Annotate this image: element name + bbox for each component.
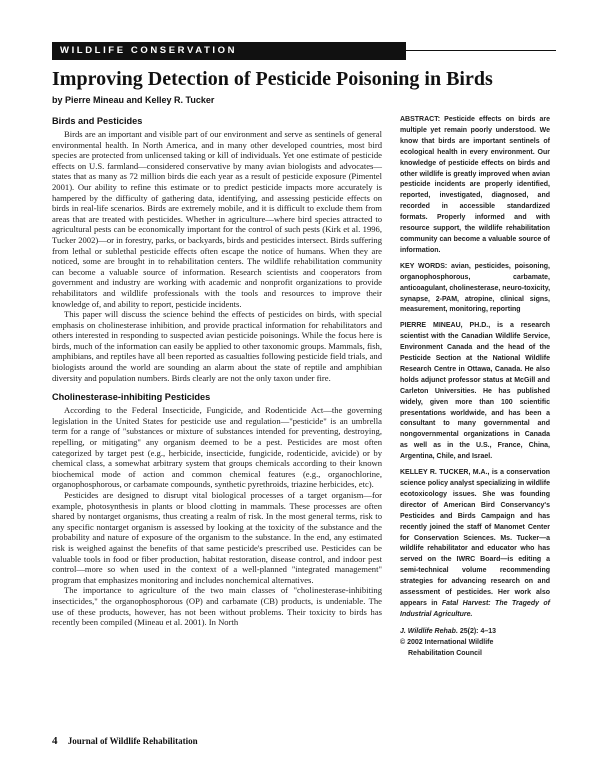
citation — [400, 627, 550, 660]
author-bio-tucker — [400, 468, 550, 621]
article-title: Improving Detection of Pesticide Poisoning in Birds — [52, 68, 493, 90]
bio-name: PIERRE MINEAU, PH.D., — [400, 322, 491, 330]
abstract-label: ABSTRACT: — [400, 116, 441, 123]
author-bio-mineau — [400, 321, 550, 463]
journal-name: Journal of Wildlife Rehabilitation — [67, 736, 198, 746]
main-column — [52, 115, 382, 628]
citation-volume: 25(2): 4–13 — [459, 627, 497, 635]
section-label: WILDLIFE CONSERVATION — [52, 42, 406, 60]
abstract-text: Pesticide effects on birds are multiple yet remain poorly understood. We know that birds are important sentinels of ecological health in every environment. Our knowledge of pesticide effects on birds and other wildlife is greatly improved when avian pesticide incidents are properly identified, reported, investigated, diagnosed, and recorded in accessible standardized formats. Properly informed and with resource support, the wildlife rehabilitation community can become a valuable source of information. — [400, 116, 550, 254]
bio-text: is a research scientist with the Canadian Wildlife Service, Environment Canada and the head of the Pesticide Section at the National Wildlife Research Centre in Ottawa, Canada. He also holds adjunct professor status at McGill and Carleton Universities. He has published widely, given more than 100 scientific presentations worldwide, and has been a consultant to many governmental and nongovernmental organizations in Canada as well as in the U.S., France, China, Argentina, Chile, and Israel. — [400, 322, 550, 461]
bio-name: KELLEY R. TUCKER, M.A., — [400, 469, 490, 477]
heading-cholinesterase: Cholinesterase-inhibiting Pesticides — [52, 392, 211, 403]
byline: by Pierre Mineau and Kelley R. Tucker — [52, 95, 215, 105]
citation-journal: J. Wildlife Rehab. — [400, 627, 458, 635]
paragraph: Birds are an important and visible part of our environment and serve as sentinels of general environmental health. In North America, and in many other developed countries, most bird species are protected from unlicensed taking or kill of individuals. Yet one estimate of pesticide effects on U.S. farmland—considered conservative by many avian biologists and advocates—states that as many as 72 million birds die each year as a result of pesticide exposure (Pimentel 2001). Our ability to refine this estimate or to predict pesticide impacts more accurately is hampered by the difficulty of gathering data, identifying, and assessing pesticide effects on birds in real-life scenarios. Birds are extremely mobile, and it is difficult to exclude them from areas that are treated with pesticides. Whether in agriculture—where bird species attracted to agricultural pests can be economically important for the control of such pests (Kirk et al. 1996, Tucker 2002)—or in forestry, parks, or backyards, birds and pesticides intersect. Birds suffering from lethal or sublethal pesticide effects often escape the notice of humans. When they are noticed, some are brought in to rehabilitation centers. The wildlife rehabilitation community can become a valuable source of information. Research scientists and cooperators from government and industry are working with academic and nonprofit organizations to provide rehabilitators and wildlife professionals with the tools and resources to improve their knowledge of, and ability to report, pesticide incidents. — [52, 129, 382, 309]
keywords — [400, 262, 550, 317]
paragraph: This paper will discuss the science behind the effects of pesticides on birds, with special emphasis on cholinesterase inhibition, and provide practical information for rehabilitators and others interested in responding to suspected avian pesticide poisonings. While the focus here is birds, much of the information can easily be applied to other taxonomic groups. Mammals, fish, amphibians, and reptiles have all been reported as casualties following pesticide field trials, and biologists around the world are sounding an alarm about the state of reptile and amphibian diversity and population numbers. Birds clearly are not the only taxon under fire. — [52, 309, 382, 383]
paragraph: Pesticides are designed to disrupt vital biological processes of a target organism—for example, photosynthesis in plants or blood clotting in mammals. These processes are often shared by nontarget organisms, thus creating a realm of risk. In the most general terms, risk to any specific nontarget organism is assessed by looking at the toxicity of the substance and the probability and nature of exposure of the organism to the substance. In the end, any estimated risk is weighed against the benefits of that same pesticide's prescribed use. Pesticides can be valuable tools in food or fiber production, habitat restoration, disease control, and indoor pest control—more so when used in the context of a well-planned "integrated management" program that emphasizes monitoring and includes nonchemical alternatives. — [52, 490, 382, 585]
abstract — [400, 115, 550, 257]
sidebar — [400, 115, 550, 660]
copyright-org: Rehabilitation Council — [408, 649, 482, 657]
keywords-label: KEY WORDS: — [400, 262, 448, 270]
section-rule — [406, 50, 556, 51]
copyright: © 2002 International Wildlife — [400, 638, 494, 646]
bio-text: is a conservation science policy analyst specializing in wildlife ecotoxicology issues. She was founding director of American Bird Conservancy's Pesticides and Birds Campaign and has recently joined the staff of Manomet Center for Conservation Sciences. Ms. Tucker—a wildlife rehabilitator and educator who has served on the IWRC Board—is editing a semi-technical volume recommending strategies for advancing research on and assessment of pesticides. Her work also appears in — [400, 469, 550, 607]
paragraph: According to the Federal Insecticide, Fungicide, and Rodenticide Act—the governing legislation in the United States for pesticide use and regulation—"pesticide" is an umbrella term for a range of "substances or mixture of substances intended for preventing, destroying, repelling, or mitigating" any organism deemed to be a pest. Pesticides are most often categorized by target pest (e.g., herbicide, insecticide, fungicide, rodenticide, avicide) or by chemical class, a somewhat arbitrary system that groups chemicals according to their known biochemical mode of action and common chemical features (e.g., organochlorine, organophosphorous, or carbamate compounds, synthetic pyrethroids, triazine herbicides, etc). — [52, 405, 382, 490]
page-footer — [52, 735, 198, 747]
page-number: 4 — [52, 735, 58, 747]
keywords-text: avian, pesticides, poisoning, organophosphorous, carbamate, anticoagulant, cholinesterase, neuro-toxicity, synapse, 2-PAM, atropine, clinical signs, measurement, monitoring, reporting — [400, 262, 551, 314]
heading-birds-and-pesticides: Birds and Pesticides — [52, 116, 143, 126]
book-title: Fatal Harvest: The Tragedy of Industrial Agriculture. — [400, 599, 551, 618]
paragraph: The importance to agriculture of the two main classes of "cholinesterase-inhibiting insecticides," the organophosphorous (OP) and carbamate (CB) products, is undeniable. The use of these products, however, has not been without problems. Their toxicity to birds has recently been compiled (Mineau et al. 2001). In North — [52, 585, 382, 628]
